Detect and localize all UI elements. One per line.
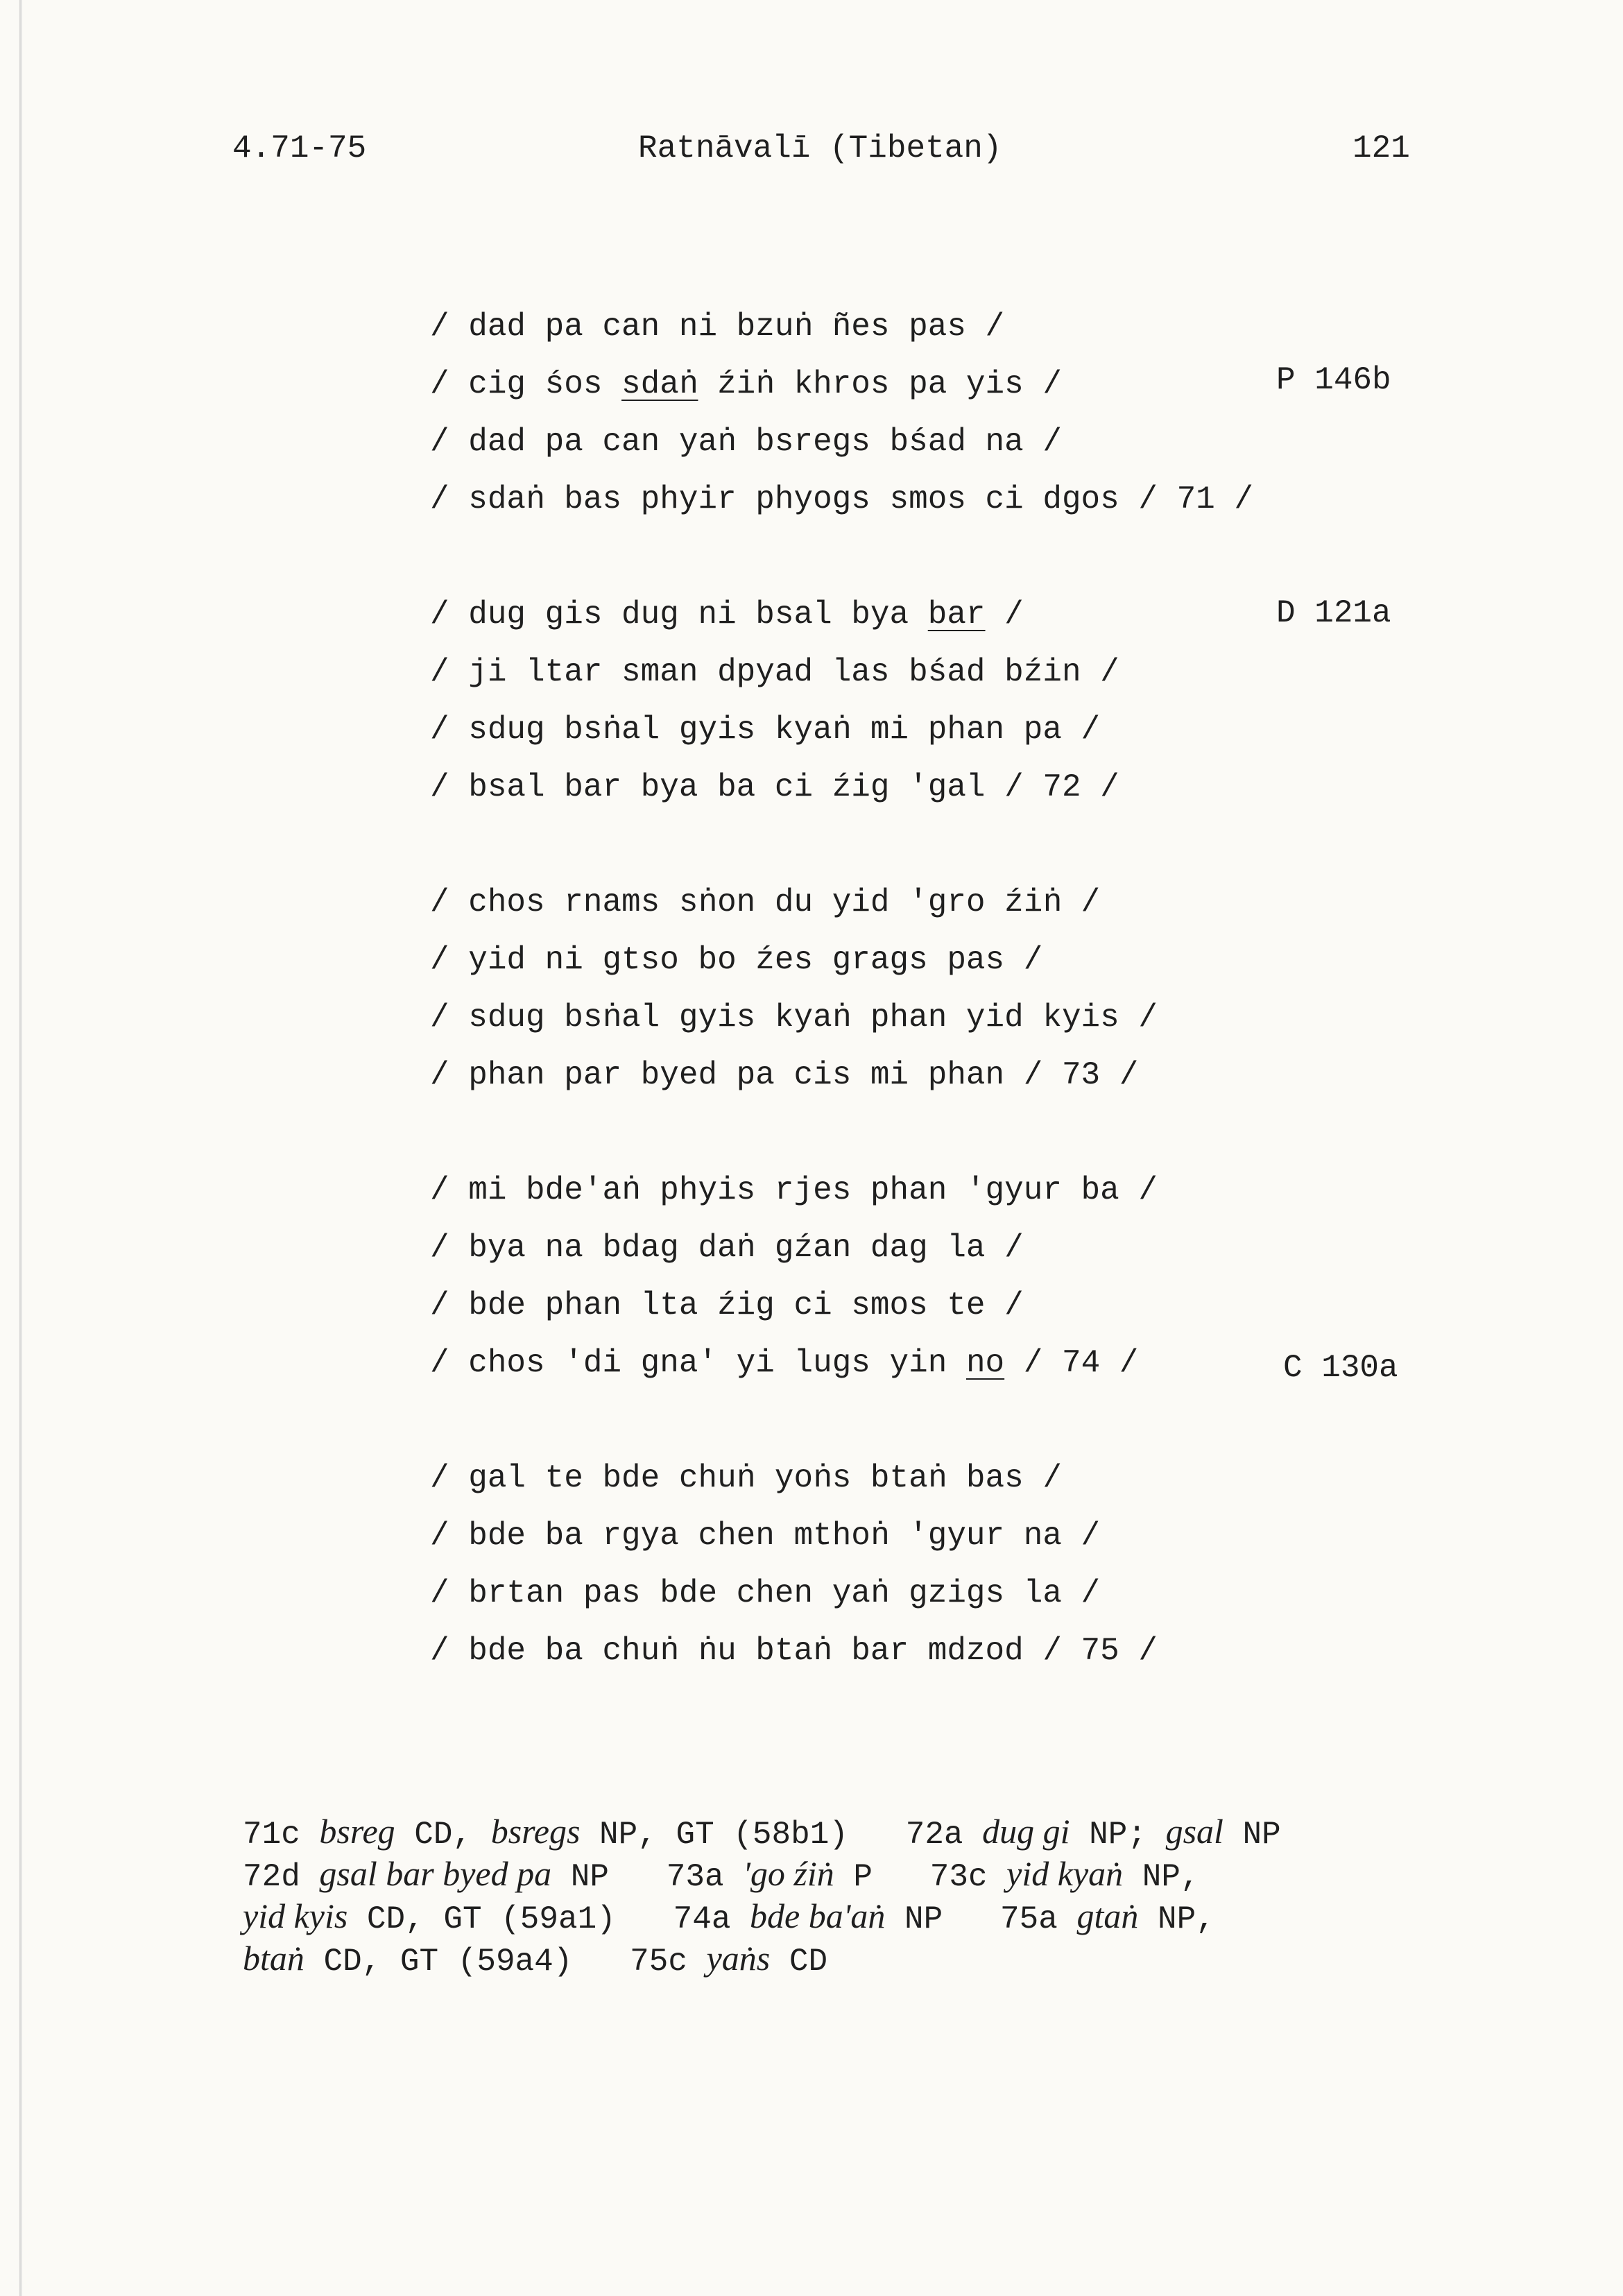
verse-line <box>430 712 1470 769</box>
stanza <box>430 1460 1470 1690</box>
note-text: NP 75a <box>885 1901 1077 1937</box>
note-text: CD, GT (59a1) 74a <box>347 1901 750 1937</box>
folio-ref-c: C 130a <box>1283 1350 1398 1386</box>
note-text: NP <box>1223 1817 1281 1853</box>
verse-line <box>430 309 1470 366</box>
underlined-word: sdaṅ <box>621 366 698 402</box>
note-text: NP, GT (58b1) 72a <box>580 1817 983 1853</box>
variant-reading: yid kyis <box>243 1896 348 1935</box>
underlined-word: bar <box>927 597 986 633</box>
verse-text: / bde ba rgya chen mthoṅ 'gyur na / <box>430 1518 1101 1554</box>
verse-line <box>430 1633 1470 1690</box>
verse-text: / bya na bdag daṅ gźan dag la / <box>430 1230 1024 1266</box>
verse-line <box>430 1057 1470 1115</box>
verse-line <box>430 884 1470 942</box>
variant-reading: gsal bar byed pa <box>319 1854 552 1893</box>
page-header <box>0 130 1623 179</box>
variant-reading: yid kyaṅ <box>1006 1854 1124 1893</box>
note-text: NP, <box>1123 1859 1200 1895</box>
stanza <box>430 884 1470 1115</box>
verse-text: / sdaṅ bas phyir phyogs smos ci dgos / 71 / <box>430 481 1253 517</box>
verse-text: / ji ltar sman dpyad las bśad bźin / <box>430 654 1119 690</box>
note-text: 72d <box>243 1859 320 1895</box>
note-text: CD, <box>395 1817 491 1853</box>
verse-text: / dug gis dug ni bsal bya <box>430 597 928 633</box>
variant-reading: gsal <box>1165 1812 1223 1851</box>
verse-line <box>430 424 1470 481</box>
note-text: NP; <box>1070 1817 1166 1853</box>
stanza <box>430 309 1470 539</box>
verse-line <box>430 1287 1470 1345</box>
note-text: P 73c <box>834 1859 1007 1895</box>
folio-ref-d: D 121a <box>1276 595 1391 631</box>
variant-reading: dug gi <box>982 1812 1070 1851</box>
variant-reading: yaṅs <box>706 1939 771 1978</box>
verse-text: / yid ni gtso bo źes grags pas / <box>430 942 1043 978</box>
verse-text: / bsal bar bya ba ci źig 'gal / 72 / <box>430 769 1119 805</box>
verse-line <box>430 1518 1470 1575</box>
verse-text: / dad pa can yaṅ bsregs bśad na / <box>430 424 1062 460</box>
verse-line <box>430 481 1470 539</box>
verse-line <box>430 1000 1470 1057</box>
verse-line <box>430 1575 1470 1633</box>
variant-reading: btaṅ <box>243 1939 304 1978</box>
variant-reading: gtaṅ <box>1076 1896 1139 1935</box>
note-text: NP 73a <box>551 1859 744 1895</box>
verse-line <box>430 769 1470 827</box>
verse-text: / cig śos <box>430 366 622 402</box>
verse-text: / gal te bde chuṅ yoṅs btaṅ bas / <box>430 1460 1062 1496</box>
verse-text: / chos rnams sṅon du yid 'gro źiṅ / <box>430 884 1101 920</box>
verse-line <box>430 942 1470 1000</box>
verse-text: / brtan pas bde chen yaṅ gzigs la / <box>430 1575 1101 1611</box>
verse-text: / dad pa can ni bzuṅ ñes pas / <box>430 309 1005 345</box>
verse-text: / mi bde'aṅ phyis rjes phan 'gyur ba / <box>430 1172 1158 1208</box>
verse-text: / bde ba chuṅ ṅu btaṅ bar mdzod / 75 / <box>430 1633 1158 1669</box>
note-line <box>243 1812 1491 1854</box>
note-text: CD, GT (59a4) 75c <box>304 1944 707 1980</box>
verse-line <box>430 654 1470 712</box>
note-text: 71c <box>243 1817 320 1853</box>
variant-reading: bsreg <box>319 1812 395 1851</box>
underlined-word: no <box>965 1345 1005 1381</box>
note-line <box>243 1939 1491 1981</box>
variant-reading: bsregs <box>490 1812 581 1851</box>
critical-apparatus <box>243 1812 1491 1981</box>
verse-text: / 74 / <box>1004 1345 1139 1381</box>
note-line <box>243 1854 1491 1896</box>
page-title: Ratnāvalī (Tibetan) <box>638 130 1002 166</box>
variant-reading: bde ba'aṅ <box>750 1896 886 1935</box>
page-margin-line <box>19 0 22 2296</box>
verse-range: 4.71-75 <box>232 130 367 166</box>
page-number: 121 <box>1352 130 1410 166</box>
folio-ref-p: P 146b <box>1276 362 1391 398</box>
verse-line <box>430 1230 1470 1287</box>
verse-text: / chos 'di gna' yi lugs yin <box>430 1345 966 1381</box>
verse-text: / sdug bsṅal gyis kyaṅ mi phan pa / <box>430 712 1101 748</box>
variant-reading: 'go źiṅ <box>743 1854 834 1893</box>
verse-text: źiṅ khros pa yis / <box>698 366 1062 402</box>
verse-text: / <box>985 597 1024 633</box>
verse-line <box>430 1460 1470 1518</box>
note-text: NP, <box>1138 1901 1215 1937</box>
verse-line <box>430 1172 1470 1230</box>
verse-text: / phan par byed pa cis mi phan / 73 / <box>430 1057 1139 1093</box>
note-line <box>243 1896 1491 1939</box>
note-text: CD <box>770 1944 828 1980</box>
verse-text: / sdug bsṅal gyis kyaṅ phan yid kyis / <box>430 1000 1158 1036</box>
verse-text: / bde phan lta źig ci smos te / <box>430 1287 1024 1323</box>
